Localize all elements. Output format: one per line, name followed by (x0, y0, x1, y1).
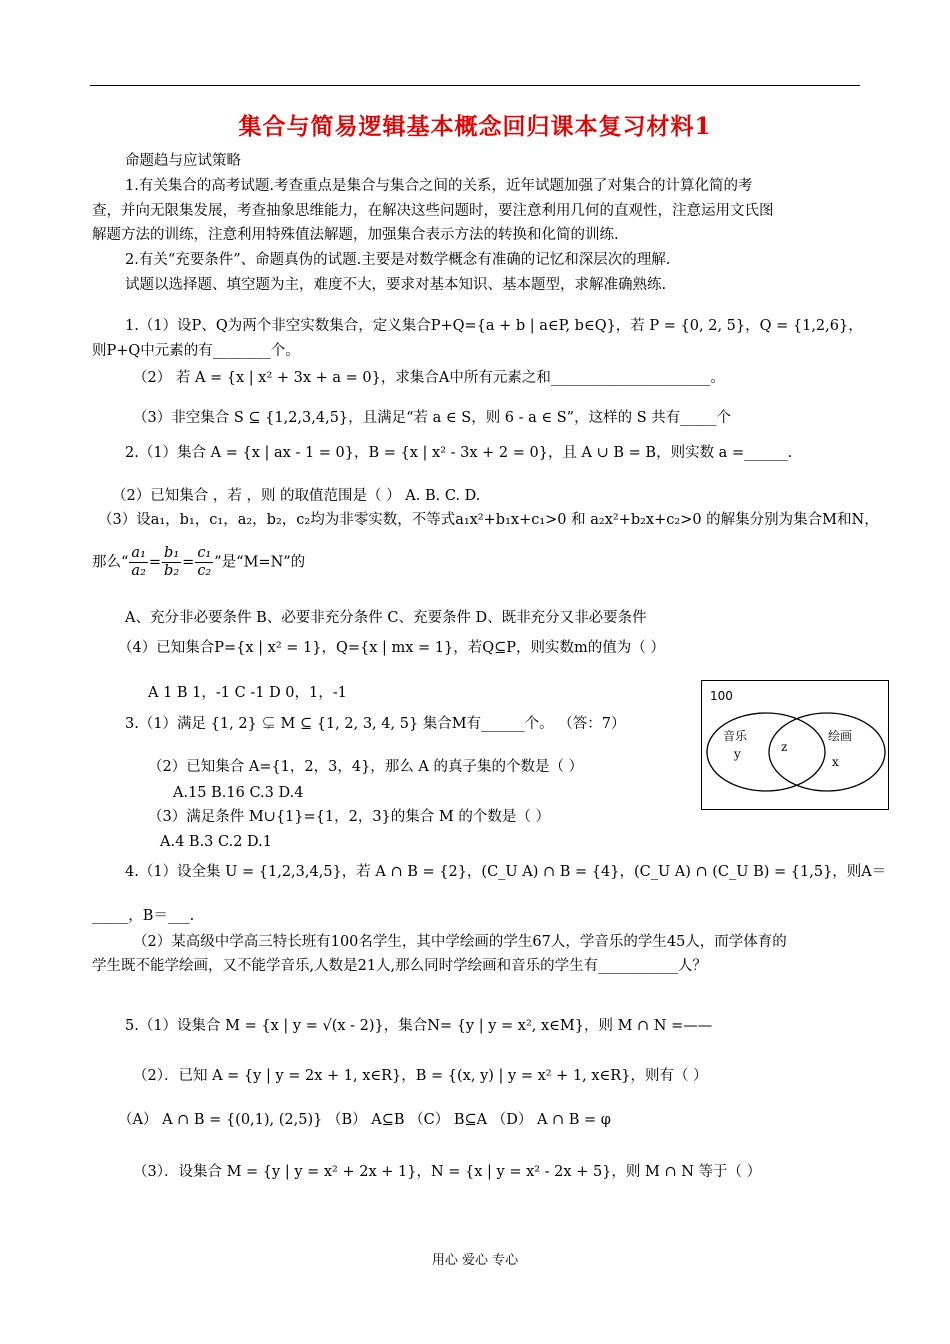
paragraph-line: 试题以选择题、填空题为主，难度不大，要求对基本知识、基本题型，求解准确熟练. (125, 277, 667, 293)
fraction-a (129, 545, 147, 580)
condition-suffix: ”是“M=N”的 (214, 554, 306, 571)
paragraph-line: 解题方法的训练，注意利用特殊值法解题，加强集合表示方法的转换和化简的训练. (92, 227, 619, 243)
fraction-a-numerator: a₁ (131, 545, 146, 561)
fraction-b (162, 545, 181, 580)
question-3-3: （3）满足条件 M∪{1}={1，2，3}的集合 M 的个数是（ ） (148, 809, 550, 825)
question-1-1-cont: 则P+Q中元素的有________个。 (92, 343, 300, 359)
paragraph-line: 2.有关“充要条件”、命题真伪的试题.主要是对数学概念有准确的记忆和深层次的理解. (125, 252, 671, 268)
venn-music-label: 音乐 (723, 729, 748, 743)
question-1-3: （3）非空集合 S ⊆ {1,2,3,4,5}，且满足“若 a ∈ S，则 6 - a ∈ S”，这样的 S 共有_____个 (133, 410, 731, 426)
question-5-2: （2）．已知 A = {y | y = 2x + 1, x∈R}，B = {(x, y) | y = x² + 1, x∈R}，则有（ ） (133, 1068, 708, 1084)
question-5-2-options: （A） A ∩ B = {(0,1), (2,5)} （B） A⊆B （C） B⊆A （D） A ∩ B = φ (118, 1112, 611, 1128)
question-2-1: 2.（1）集合 A = {x | ax - 1 = 0}，B = {x | x² - 3x + 2 = 0}，且 A ∪ B = B，则实数 a =______. (125, 445, 793, 461)
question-5-3: （3）．设集合 M = {y | y = x² + 2x + 1}，N = {x | y = x² - 2x + 5}，则 M ∩ N 等于（ ） (133, 1164, 762, 1180)
question-4-2-cont: 学生既不能学绘画，又不能学音乐,人数是21人,那么同时学绘画和音乐的学生有___________人？ (92, 958, 707, 974)
fraction-b-denominator: b₂ (164, 563, 180, 579)
question-3-2: （2）已知集合 A={1，2，3，4}，那么 A 的真子集的个数是（ ） (148, 759, 584, 775)
question-2-3-options: A、充分非必要条件 B、必要非充分条件 C、充要条件 D、既非充分又非必要条件 (125, 610, 647, 626)
question-3-1: 3.（1）满足 {1, 2} ⊊ M ⊆ {1, 2, 3, 4, 5} 集合M有______个。 （答：7） (125, 716, 626, 732)
fraction-c-denominator: c₂ (197, 563, 212, 579)
venn-total: 100 (710, 689, 733, 703)
fraction-c (195, 545, 213, 580)
venn-var-y: y (734, 747, 741, 761)
venn-painting-label: 绘画 (828, 729, 853, 743)
venn-var-z: z (781, 740, 788, 754)
question-4-1-cont: _____，B＝___. (92, 908, 195, 924)
question-1-1: 1.（1）设P、Q为两个非空实数集合，定义集合P+Q={a + b | a∈P, b∈Q}，若 P = {0, 2, 5}，Q = {1,2,6}， (125, 318, 863, 334)
condition-prefix: 那么“ (92, 554, 129, 571)
fraction-c-numerator: c₁ (197, 545, 212, 561)
venn-var-x: x (832, 755, 839, 769)
question-4-2: （2）某高级中学高三特长班有100名学生，其中学绘画的学生67人，学音乐的学生45人，而学体育的 (133, 934, 787, 950)
fraction-b-numerator: b₁ (164, 545, 180, 561)
question-3-3-options: A.4 B.3 C.2 D.1 (160, 834, 272, 850)
question-2-4-options: A 1 B 1，-1 C -1 D 0，1，-1 (148, 685, 347, 701)
question-4-1: 4.（1）设全集 U = {1,2,3,4,5}，若 A ∩ B = {2}，(C_U A) ∩ B = {4}，(C_U A) ∩ (C_U B) = {1,5}，则A＝ (125, 864, 887, 880)
question-2-3: （3）设a₁，b₁，c₁，a₂，b₂，c₂均为非零实数，不等式a₁x²+b₁x+c₁>0 和 a₂x²+b₂x+c₂>0 的解集分别为集合M和N， (98, 512, 879, 528)
fraction-a-denominator: a₂ (131, 563, 146, 579)
question-2-3-condition: 那么“ $\frac{\text{a₁}}{\text{a₂}}$ = $\frac{\text{b₁}}{\text{b₂}}$ = $\frac{\text{c₁}}{\text{c₂}}$ ”是“M=N”的 (92, 545, 306, 579)
header-rule (90, 85, 860, 86)
page-footer: 用心 爱心 专心 (431, 1253, 519, 1268)
venn-diagram (701, 680, 889, 810)
question-2-2: （2）已知集合 ，若 ，则 的取值范围是（ ） A. B. C. D. (112, 488, 481, 504)
section-heading: 命题趋与应试策略 (125, 153, 241, 169)
question-3-2-options: A.15 B.16 C.3 D.4 (173, 785, 304, 801)
question-1-2: （2） 若 A = {x | x² + 3x + a = 0}，求集合A中所有元素之和______________________。 (133, 370, 725, 386)
question-5-1: 5.（1）设集合 M = {x | y = √(x - 2)}，集合N= {y | y = x², x∈M}，则 M ∩ N =—— (125, 1018, 713, 1034)
music-circle (707, 713, 825, 791)
page-title: 集合与简易逻辑基本概念回归课本复习材料1 (238, 113, 712, 140)
paragraph-line: 1.有关集合的高考试题.考查重点是集合与集合之间的关系，近年试题加强了对集合的计算化简的考 (125, 178, 753, 194)
paragraph-line: 查，并向无限集发展，考查抽象思维能力，在解决这些问题时，要注意利用几何的直观性，注意运用文氏图 (92, 203, 774, 219)
question-2-4: （4）已知集合P={x | x² = 1}，Q={x | mx = 1}，若Q⊆P，则实数m的值为（ ） (118, 640, 665, 656)
